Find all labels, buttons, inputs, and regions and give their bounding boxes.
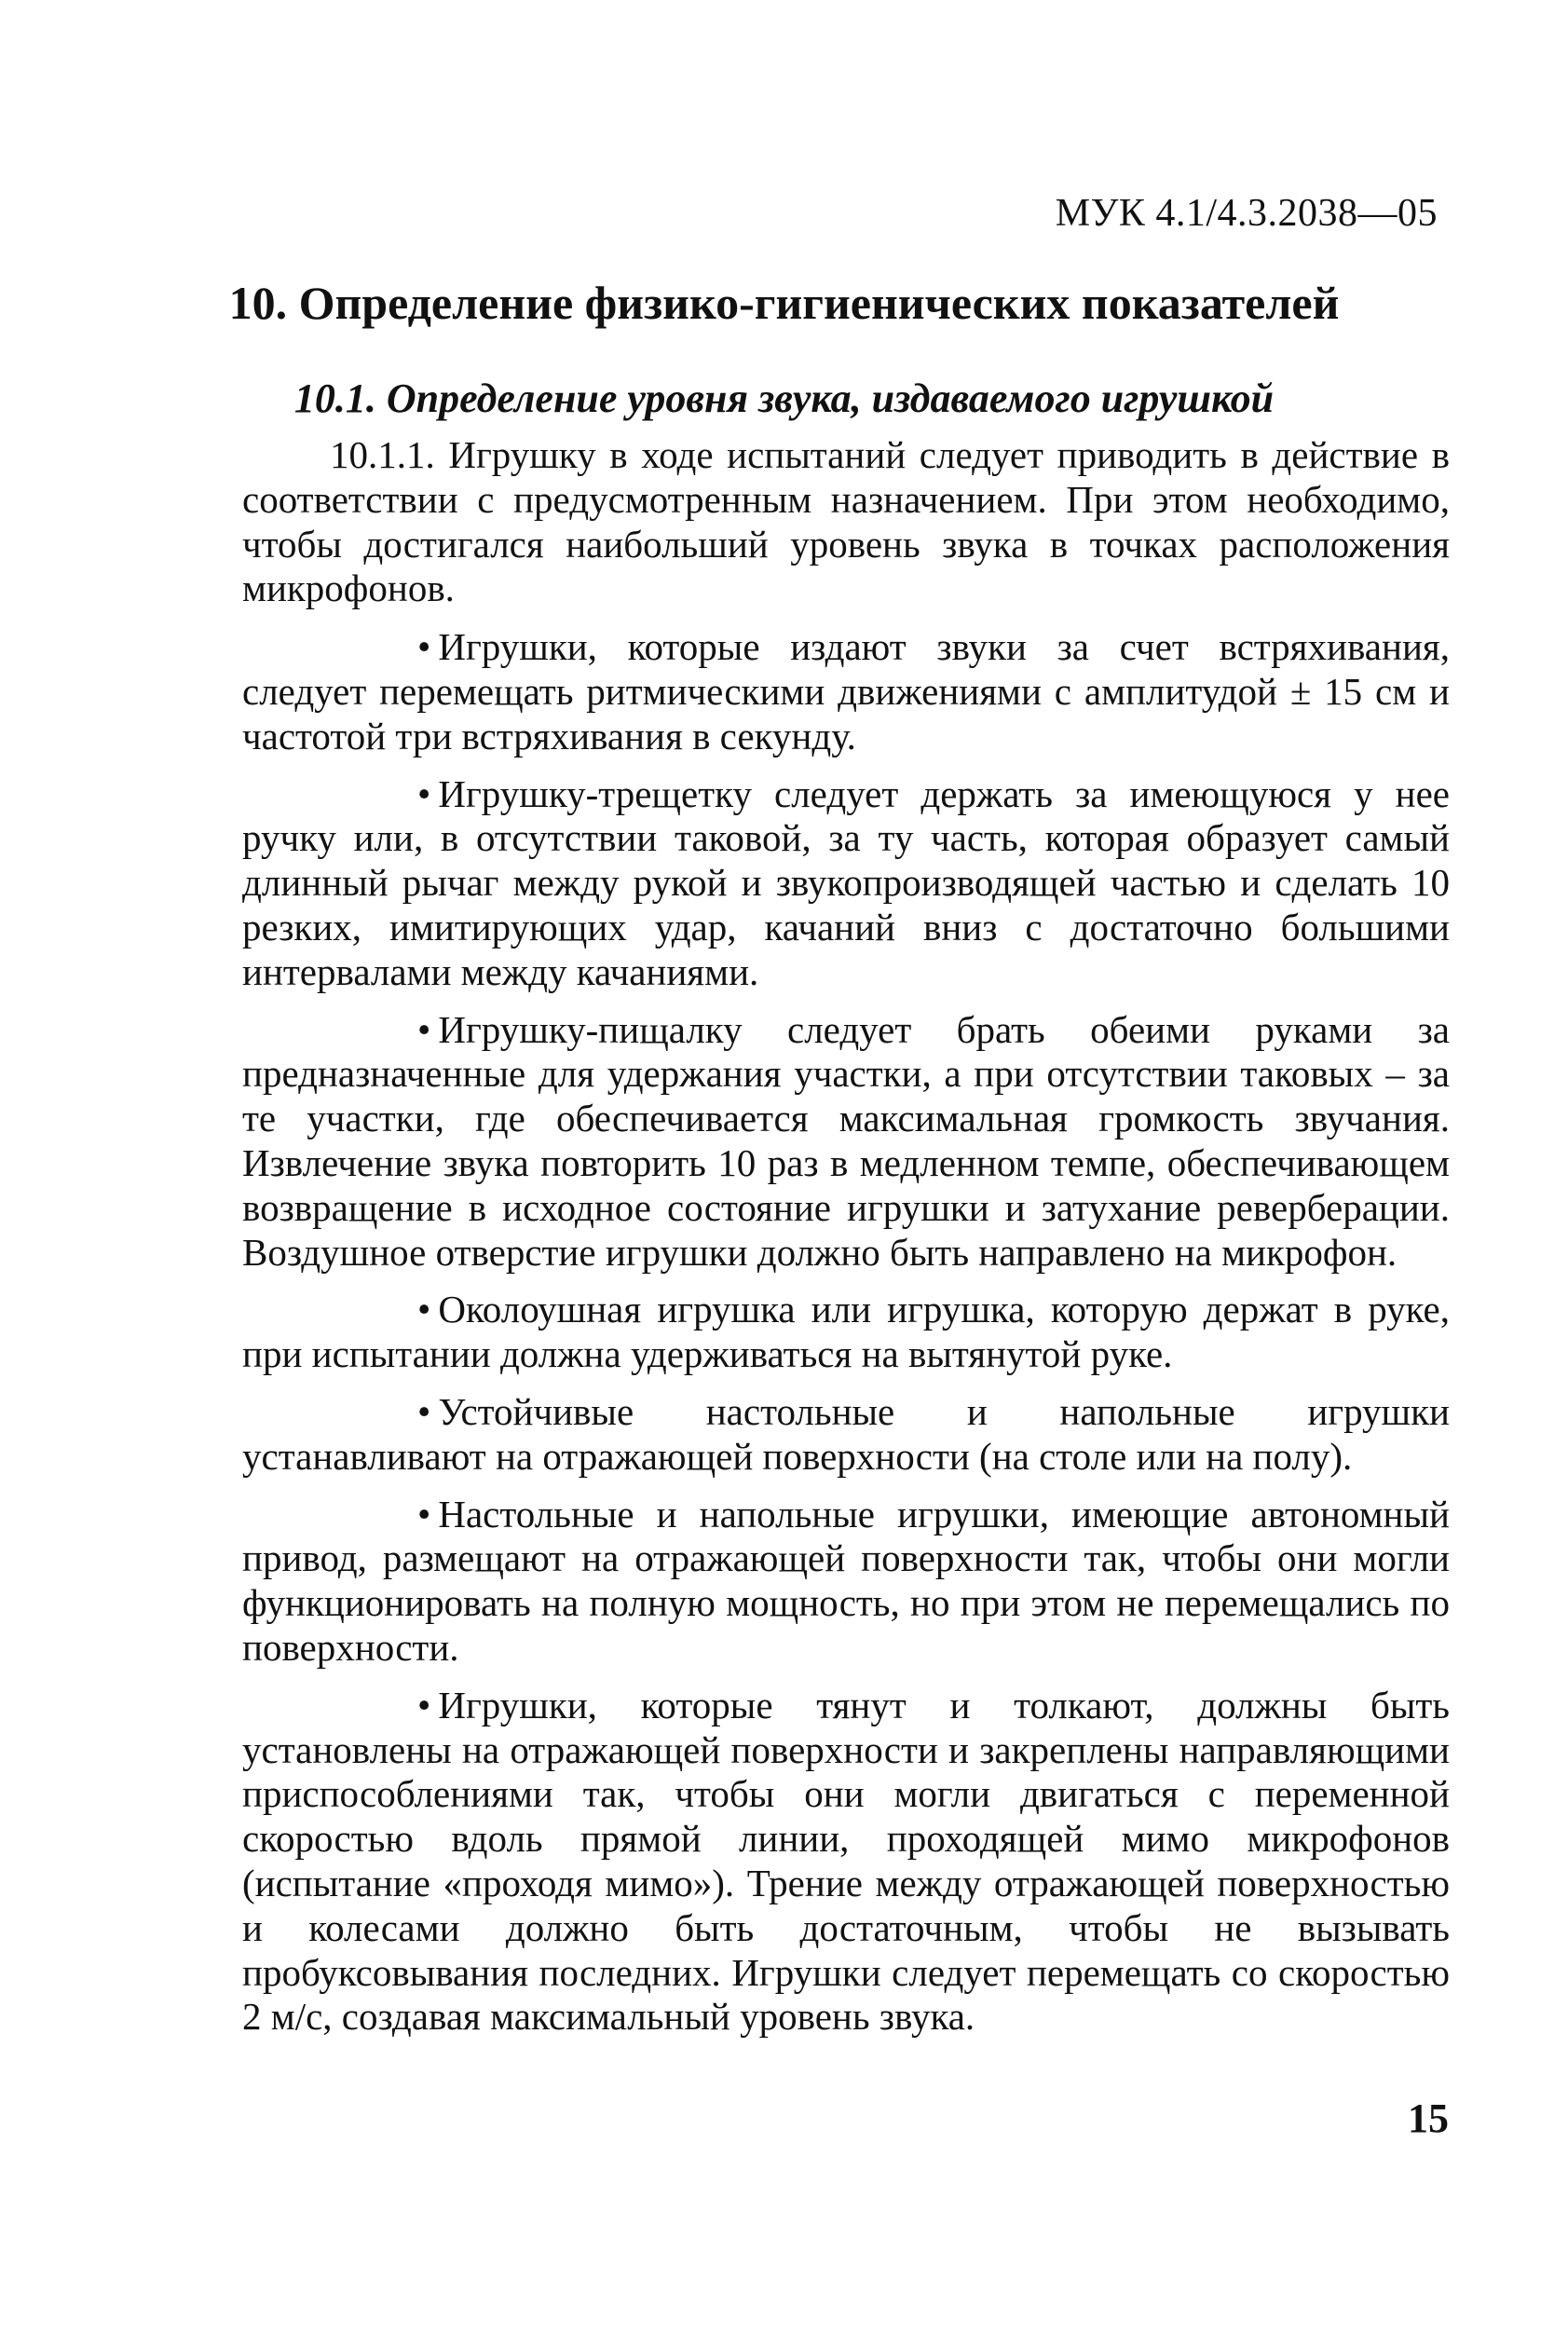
paragraph-text: Устойчивые настольные и напольные игрушки устанавливают на отражающей поверхности (на столе или на полу). — [242, 1389, 1450, 1478]
bullet-icon: • — [417, 1492, 431, 1536]
bullet-paragraph — [242, 1008, 1450, 1276]
paragraph-text: Игрушку-трещетку следует держать за имеющуюся у нее ручку или, в отсутствии таковой, за ту часть, которая образует самый длинный рычаг между рукой и звукопроизводящей частью и сделать 10 резких, имитирующих удар, качаний вниз с достаточно большими интервалами между качаниями. — [242, 771, 1450, 993]
bullet-icon: • — [417, 1007, 431, 1051]
body-text — [242, 433, 1450, 2053]
bullet-icon: • — [417, 1288, 431, 1331]
bullet-icon: • — [417, 625, 431, 669]
bullet-icon: • — [417, 1389, 431, 1433]
bullet-paragraph — [242, 1288, 1450, 1377]
bullet-icon: • — [417, 771, 431, 815]
page-number: 15 — [1408, 2095, 1449, 2141]
paragraph-text: Околоушная игрушка или игрушка, которую держат в руке, при испытании должна удерживаться на вытянутой руке. — [242, 1288, 1450, 1376]
paragraph-10-1-1 — [242, 433, 1450, 611]
paragraph-text: Игрушку-пищалку следует брать обеими руками за предназначенные для удержания участки, а при отсутствии таковых – за те участки, где обеспечивается максимальная громкость звучания. Извлечение звука повторить 10 раз в медленном темпе, обеспечивающем возвращение в исходное состояние игрушки и затухание реверберации. Воздушное отверстие игрушки должно быть направлено на микрофон. — [242, 1007, 1450, 1274]
bullet-paragraph — [242, 1493, 1450, 1671]
subsection-title: 10.1. Определение уровня звука, издаваемого игрушкой — [293, 375, 1275, 421]
bullet-paragraph — [242, 625, 1450, 758]
bullet-paragraph — [242, 1390, 1450, 1480]
bullet-paragraph — [242, 772, 1450, 995]
paragraph-text: 10.1.1. Игрушку в ходе испытаний следует приводить в действие в соответствии с предусмотренным назначением. При этом необходимо, чтобы достигался наибольший уровень звука в точках расположения микрофонов. — [242, 433, 1450, 610]
bullet-icon: • — [417, 1683, 431, 1727]
paragraph-text: Игрушки, которые тянут и толкают, должны быть установлены на отражающей поверхности и закреплены направляющими приспособлениями так, чтобы они могли двигаться с переменной скоростью вдоль прямой линии, проходящей мимо микрофонов (испытание «проходя мимо»). Трение между отражающей поверхностью и колесами должно быть достаточным, чтобы не вызывать пробуксовывания последних. Игрушки следует перемещать со скоростью 2 м/с, создавая максимальный уровень звука. — [242, 1683, 1450, 2039]
paragraph-text: Настольные и напольные игрушки, имеющие автономный привод, размещают на отражающей поверхности так, чтобы они могли функционировать на полную мощность, но при этом не перемещались по поверхности. — [242, 1492, 1450, 1669]
document-code-header: МУК 4.1/4.3.2038—05 — [1055, 192, 1438, 235]
bullet-paragraph — [242, 1684, 1450, 2040]
section-title: 10. Определение физико-гигиенических показателей — [228, 277, 1340, 329]
paragraph-text: Игрушки, которые издают звуки за счет встряхивания, следует перемещать ритмическими движениями с амплитудой ± 15 см и частотой три встряхивания в секунду. — [242, 625, 1450, 758]
